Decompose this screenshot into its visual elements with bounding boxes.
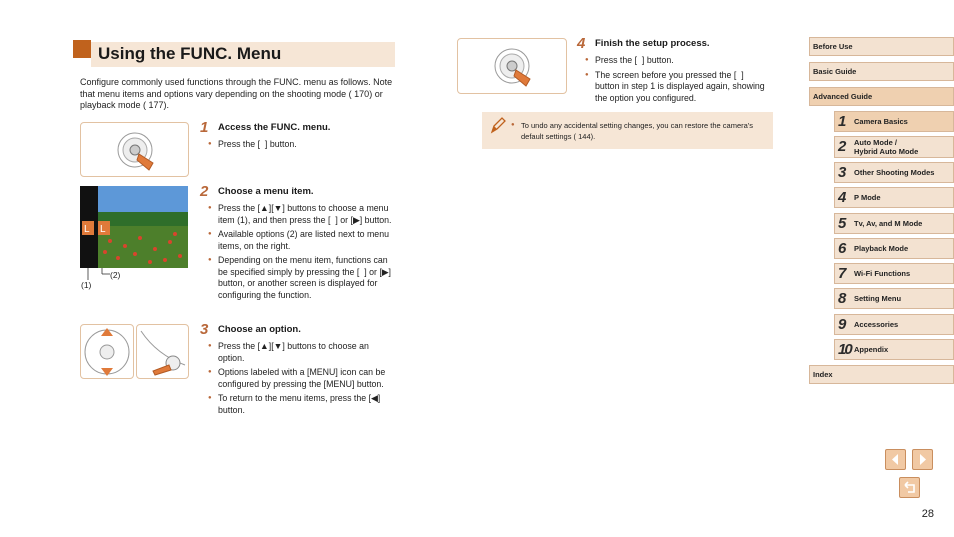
step2-title: Choose a menu item. bbox=[218, 186, 314, 197]
step4-figure bbox=[457, 38, 567, 94]
step3-bullet: ● Options labeled with a [MENU] icon can be configured by pressing the [MENU] button. bbox=[208, 367, 393, 390]
chapter-number: 3 bbox=[838, 164, 847, 181]
arrow-left-icon bbox=[886, 450, 905, 469]
prev-page-button[interactable] bbox=[885, 449, 906, 470]
nav-chapter-9[interactable] bbox=[834, 314, 954, 335]
step2-number: 2 bbox=[200, 183, 209, 200]
chapter-label: Accessories bbox=[854, 320, 899, 329]
tip-text: ● To undo any accidental setting changes, you can restore the camera's default settings ( 144). bbox=[511, 120, 756, 142]
chapter-label: P Mode bbox=[854, 193, 881, 202]
chapter-label: Camera Basics bbox=[854, 117, 908, 126]
title-marker bbox=[73, 40, 91, 58]
svg-text:L: L bbox=[100, 224, 106, 235]
intro-text: Configure commonly used functions through the FUNC. menu as follows. Note that menu items and options vary depending on the shooting mode ( 170) or playback mode ( 177). bbox=[80, 77, 393, 110]
page-title: Using the FUNC. Menu bbox=[98, 44, 282, 63]
chapter-number: 2 bbox=[838, 138, 847, 155]
nav-chapter-10[interactable] bbox=[834, 339, 954, 360]
arrow-right-icon bbox=[913, 450, 932, 469]
chapter-number: 4 bbox=[838, 189, 847, 206]
nav-index[interactable]: Index bbox=[809, 365, 954, 384]
menu-button-press-icon bbox=[137, 325, 188, 378]
step4-title: Finish the setup process. bbox=[595, 38, 710, 49]
chapter-label-line2: Hybrid Auto Mode bbox=[854, 147, 919, 156]
nav-chapter-5[interactable] bbox=[834, 213, 954, 234]
svg-text:L: L bbox=[84, 224, 90, 235]
chapter-number: 8 bbox=[838, 290, 847, 307]
func-button-press-icon bbox=[81, 123, 188, 176]
step3-dial-figure bbox=[80, 324, 134, 379]
chapter-label: Tv, Av, and M Mode bbox=[854, 219, 923, 228]
nav-basic-guide[interactable]: Basic Guide bbox=[809, 62, 954, 81]
chapter-label: Auto Mode / bbox=[854, 138, 897, 147]
step1-figure bbox=[80, 122, 189, 177]
step2-bullet: ● Depending on the menu item, functions can be specified simply by pressing the [ ] or [▶] button, or another screen is displayed for configuring the function. bbox=[208, 255, 393, 301]
pencil-icon bbox=[488, 116, 506, 136]
nav-chapter-1[interactable] bbox=[834, 111, 954, 132]
chapter-label: Appendix bbox=[854, 345, 889, 354]
chapter-label: Wi-Fi Functions bbox=[854, 269, 911, 278]
step2-screen-image bbox=[80, 186, 188, 268]
step3-title: Choose an option. bbox=[218, 324, 301, 335]
nav-chapter-4[interactable] bbox=[834, 187, 954, 208]
callout-2: (2) bbox=[110, 270, 121, 280]
step2-bullet: ● Press the [▲][▼] buttons to choose a menu item (1), and then press the [ ] or [▶] button. bbox=[208, 203, 393, 226]
nav-chapter-7[interactable] bbox=[834, 263, 954, 284]
page-number: 28 bbox=[921, 508, 934, 520]
step1-number: 1 bbox=[200, 119, 209, 136]
nav-chapter-3[interactable] bbox=[834, 162, 954, 183]
callout-1: (1) bbox=[81, 280, 92, 290]
step1-bullets bbox=[208, 139, 393, 154]
chapter-label: Playback Mode bbox=[854, 244, 909, 253]
step4-number: 4 bbox=[577, 35, 586, 52]
chapter-number: 5 bbox=[838, 215, 847, 232]
step3-button-figure bbox=[136, 324, 189, 379]
step2-bullet: ● Available options (2) are listed next to menu items, on the right. bbox=[208, 229, 393, 252]
nav-chapter-2[interactable] bbox=[834, 136, 954, 158]
func-button-press-icon-2 bbox=[458, 39, 566, 93]
return-button[interactable] bbox=[899, 477, 920, 498]
chapter-label: Other Shooting Modes bbox=[854, 168, 935, 177]
chapter-number: 7 bbox=[838, 265, 847, 282]
chapter-number: 6 bbox=[838, 240, 847, 257]
step4-bullet: ● Press the [ ] button. bbox=[585, 55, 770, 67]
control-dial-icon bbox=[81, 325, 133, 378]
step3-bullet: ● Press the [▲][▼] buttons to choose an option. bbox=[208, 341, 393, 364]
chapter-label: Setting Menu bbox=[854, 294, 902, 303]
step4-bullets bbox=[585, 55, 770, 107]
step1-title: Access the FUNC. menu. bbox=[218, 122, 331, 133]
tip-box bbox=[482, 112, 773, 149]
chapter-number: 1 bbox=[838, 113, 847, 130]
chapter-number: 9 bbox=[838, 316, 847, 333]
step3-bullet: ● To return to the menu items, press the [◀] button. bbox=[208, 393, 393, 416]
step4-bullet: ● The screen before you pressed the [ ] button in step 1 is displayed again, showing the option you configured. bbox=[585, 70, 770, 105]
nav-before-use[interactable]: Before Use bbox=[809, 37, 954, 56]
return-icon bbox=[900, 478, 919, 497]
step1-bullet: ● Press the [ ] button. bbox=[208, 139, 393, 151]
step3-number: 3 bbox=[200, 321, 209, 338]
nav-chapter-6[interactable] bbox=[834, 238, 954, 259]
step3-bullets bbox=[208, 341, 393, 419]
nav-chapter-8[interactable] bbox=[834, 288, 954, 309]
nav-advanced-guide[interactable]: Advanced Guide bbox=[809, 87, 954, 106]
next-page-button[interactable] bbox=[912, 449, 933, 470]
chapter-number: 10 bbox=[838, 341, 851, 358]
step2-bullets bbox=[208, 203, 393, 304]
